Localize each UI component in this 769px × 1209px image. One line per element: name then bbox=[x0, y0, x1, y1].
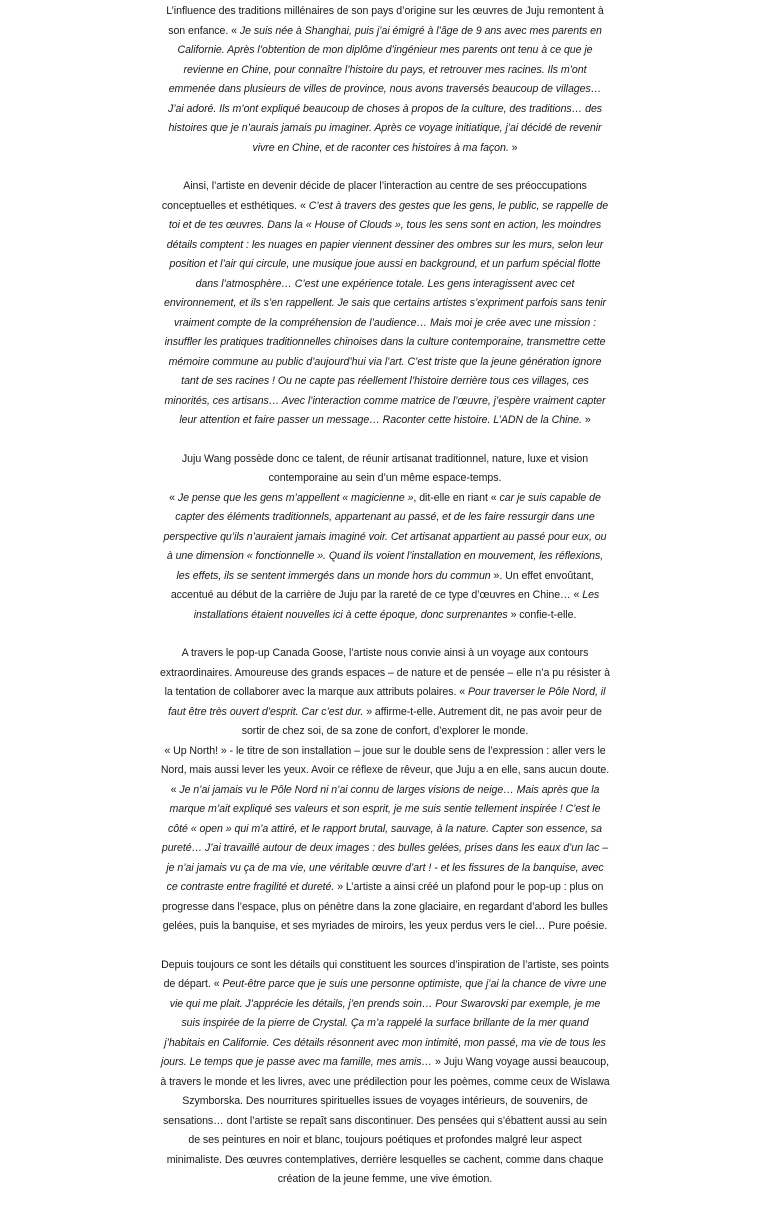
body-text: Ainsi, l’artiste en devenir décide de placer l’interaction au centre de ses préoccupations conceptuelles et esthétiques. « bbox=[161, 180, 587, 212]
body-text: , dit-elle en riant « bbox=[413, 491, 500, 504]
body-text: » bbox=[581, 414, 591, 426]
body-text: » Juju Wang voyage aussi beaucoup, à travers le monde et les livres, avec une prédilection pour les poèmes, comme ceux de Wislawa Szymborska. Des nourritures spirituelles issues de voyages intérieurs, de souvenirs, de sensations… dont l’artiste se repaît sans discontinuer. Des pensées qui s’ébattent aussi au sein de ses peintures en noir et blanc, toujours poétiques et profondes malgré leur aspect minimaliste. Des œuvres contemplatives, derrière lesquelles se cachent, comme dans chaque création de la jeune femme, une vive émotion. bbox=[160, 1056, 610, 1185]
body-text: » L’artiste a ainsi créé un plafond pour le pop-up : plus on progresse dans l’espace, plus on pénètre dans la zone glaciaire, en regardant d’abord les bulles gelées, puis la banquise, et ses myriades de miroirs, les yeux perdus vers le ciel… Pure poésie. bbox=[162, 881, 608, 932]
body-text: A travers le pop-up Canada Goose, l’artiste nous convie ainsi à un voyage aux contours extraordinaires. Amoureuse des grands espaces – de nature et de pensée – elle n’a pu résister à la tentation de collaborer avec la marque aux attributs polaires. « bbox=[160, 647, 610, 698]
quote-text: Peut-être parce que je suis une personne optimiste, que j’ai la chance de vivre une vie qui me plait. J’apprécie les détails, j’en prends soin… Pour Swarovski par exemple, je me suis inspirée de la pierre de Crystal. Ça m’a rappelé la surface brillante de la mer quand j’habitais en Californie. Ces détails résonnent avec mon intimité, mon passé, ma vie de tous les jours. Le temps que je passe avec ma famille, mes amis… bbox=[161, 978, 607, 1068]
article-body bbox=[160, 2, 610, 1209]
body-text: « bbox=[169, 491, 178, 504]
article-paragraph bbox=[160, 644, 610, 937]
quote-text: C’est à travers des gestes que les gens, le public, se rappelle de toi et de tes œuvres. Dans la « House of Clouds », tous les sens sont en action, les moindres détails comptent : les nuages en papier viennent dessiner des ombres sur les murs, selon leur position et l’air qui circule, une musique joue aussi en background, et un parfum spécial flotte dans l’atmosphère… C’est une expérience totale. Les gens interagissent avec cet environnement, et ils s’en rappellent. Je sais que certains artistes s’expriment parfois sans tenir vraiment compte de la compréhension de l’audience… Mais moi je crée avec une mission : insuffler les pratiques traditionnelles chinoises dans la culture contemporaine, transmettre cette mémoire commune au public d’aujourd’hui via l’art. C’est triste que la jeune génération ignore tant de ses racines ! Ou ne capte pas réellement l’histoire derrière tous ces villages, ces minorités, ces artisans… Avec l’interaction comme matrice de l’œuvre, j’espère vraiment capter leur attention et faire passer un message… Raconter cette histoire. L’ADN de la Chine. bbox=[164, 199, 609, 426]
body-text: » confie-t-elle. bbox=[507, 608, 577, 621]
body-text: » bbox=[508, 141, 518, 154]
body-text: » affirme-t-elle. Autrement dit, ne pas avoir peur de sortir de chez soi, de sa zone de confort, d’explorer le monde. bbox=[241, 705, 602, 737]
article-paragraph bbox=[160, 2, 610, 158]
body-text: Depuis toujours ce sont les détails qui constituent les sources d’inspiration de l’artiste, ses points de départ. « bbox=[161, 958, 609, 990]
quote-text: car je suis capable de capter des éléments traditionnels, appartenant au passé, et de les faire ressurgir dans une perspective qu’ils n’auraient jamais imaginé voir. Cet artisanat appartient au passé pour eux, ou à une dimension « fonctionnelle ». Quand ils voient l’installation en mouvement, les réflexions, les effets, ils se sentent immergés dans un monde hors du commun bbox=[163, 491, 607, 582]
quote-text: Je n’ai jamais vu le Pôle Nord ni n’ai connu de larges visions de neige… Mais après que la marque m’ait expliqué ses valeurs et son esprit, je me suis sentie tellement inspirée ! C’est le côté « open » qui m’a attiré, et le rapport brutal, sauvage, à la nature. Capter son essence, sa pureté… J’ai travaillé autour de deux images : des bulles gelées, prises dans les eaux d’un lac – je n’ai jamais vu ça de ma vie, une véritable œuvre d’art ! - et les fissures de la banquise, avec ce contraste entre fragilité et dureté. bbox=[161, 783, 609, 893]
body-text: « Up North! » - le titre de son installation – joue sur le double sens de l’expression : aller vers le Nord, mais aussi lever les yeux. Avoir ce réflexe de rêveur, que Juju a en elle, sans aucun doute. « bbox=[160, 744, 610, 796]
body-text: L’influence des traditions millénaires de son pays d’origine sur les œuvres de Juju remontent à son enfance. « bbox=[166, 5, 604, 37]
quote-text: Les installations étaient nouvelles ici à cette époque, donc surprenantes bbox=[193, 589, 600, 621]
quote-text: Je pense que les gens m’appellent « magicienne » bbox=[177, 491, 414, 504]
article-paragraph bbox=[160, 450, 610, 626]
quote-text: Je suis née à Shanghai, puis j’ai émigré à l’âge de 9 ans avec mes parents en Californie. Après l’obtention de mon diplôme d’ingénieur mes parents ont tenu à ce que je revienne en Chine, pour connaître l’histoire du pays, et retrouver mes racines. Ils m’ont emmenée dans plusieurs de villes de province, nous avons traversés beaucoup de villages… J’ai adoré. Ils m’ont expliqué beaucoup de choses à propos de la culture, des traditions… des histoires que je n’aurais jamais pu imaginer. Après ce voyage initiatique, j’ai décidé de revenir vivre en Chine, et de raconter ces histoires à ma façon. bbox=[167, 24, 603, 154]
article-paragraph bbox=[160, 956, 610, 1190]
body-text: Juju Wang possède donc ce talent, de réunir artisanat traditionnel, nature, luxe et vision contemporaine au sein d’un même espace-temps. bbox=[181, 452, 589, 484]
quote-text: Pour traverser le Pôle Nord, il faut être très ouvert d’esprit. Car c’est dur. bbox=[168, 686, 606, 718]
article-paragraph bbox=[160, 177, 610, 431]
body-text: ». Un effet envoûtant, accentué au début de la carrière de Juju par la rareté de ce type d’œuvres en Chine… « bbox=[170, 569, 594, 601]
